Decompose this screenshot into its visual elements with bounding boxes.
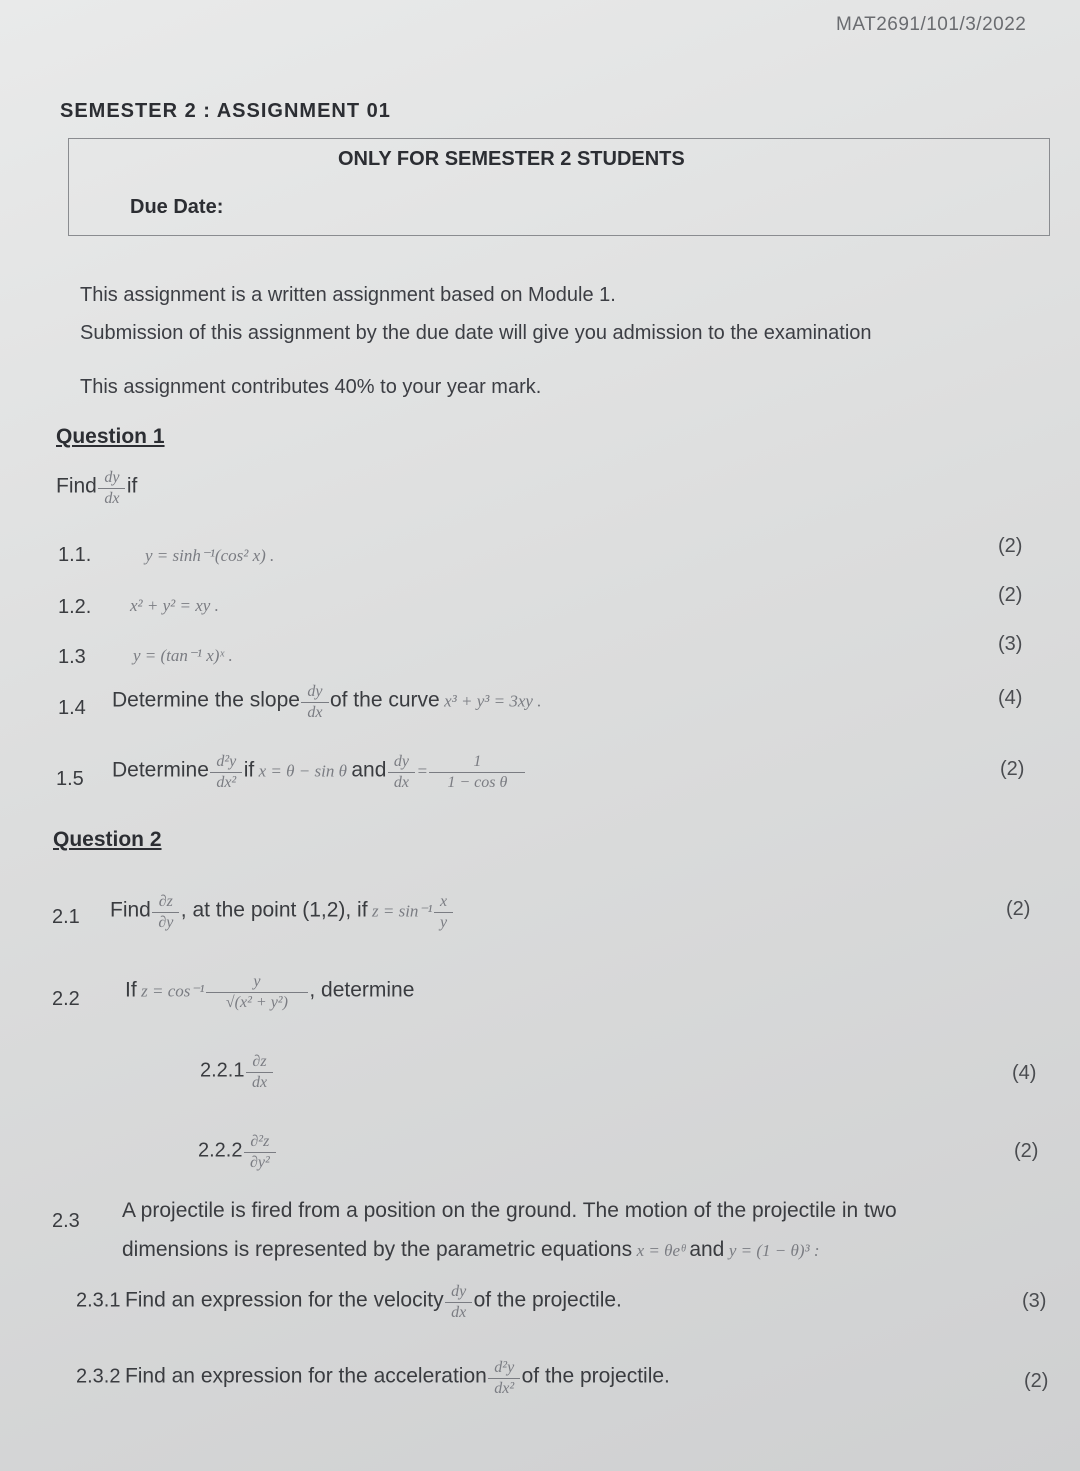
d2zdy2-fraction: $\frac{\text{∂²z}}{\text{∂y²}}$ [247, 1132, 273, 1173]
question-2-heading: Question 2 [53, 828, 162, 851]
item-1-1-number: 1.1. [58, 544, 92, 566]
item-2-3-2-pre: Find an expression for the acceleration [124, 1364, 487, 1388]
one-over-fraction: $\frac{1}{\text{1 − cos θ}}$ [432, 752, 522, 793]
if-label: if [126, 474, 138, 498]
item-1-4-pre: Determine the slope [112, 688, 300, 712]
item-2-2-post: , determine [309, 978, 415, 1002]
item-1-5-condition: x = θ − sin θ [258, 761, 347, 781]
document-reference: MAT2691/101/3/2022 [836, 14, 1027, 35]
item-1-4-text [112, 682, 541, 723]
item-2-3-eq-y: y = (1 − θ)³ : [728, 1241, 820, 1260]
item-2-2-1 [200, 1052, 270, 1093]
item-2-3-1-number: 2.3.1 [76, 1289, 121, 1312]
item-2-2-text [125, 972, 414, 1013]
velocity-fraction: $\frac{dy}{dx}$ [448, 1282, 469, 1323]
intro-line-3: This assignment contributes 40% to your year mark. [80, 376, 542, 398]
item-2-3-2 [76, 1358, 670, 1399]
item-2-1-pre: Find [110, 898, 151, 922]
x-over-y-fraction: $\frac{x}{y}$ [437, 892, 450, 933]
item-2-1-mark: (2) [1006, 898, 1031, 920]
item-2-1-mid: , at the point (1,2), if [180, 898, 368, 922]
slope-fraction: $\frac{dy}{dx}$ [304, 682, 325, 723]
item-2-3-1-post: of the projectile. [473, 1288, 622, 1312]
item-2-3-and: and [689, 1238, 725, 1261]
item-2-3-1-mark: (3) [1022, 1290, 1047, 1312]
only-for-label: ONLY FOR SEMESTER 2 STUDENTS [338, 148, 685, 170]
acceleration-fraction: $\frac{\text{d²y}}{\text{dx²}}$ [491, 1358, 517, 1399]
dydx-fraction: $\frac{dy}{dx}$ [101, 468, 122, 509]
item-2-1-number: 2.1 [52, 906, 80, 928]
item-1-3-number: 1.3 [58, 646, 86, 668]
d2ydx2-fraction: $\frac{\text{d²y}}{\text{dx²}}$ [213, 752, 239, 793]
item-2-2-expression: z = cos⁻¹ [141, 981, 205, 1001]
question-1-heading: Question 1 [56, 425, 165, 448]
find-label: Find [56, 474, 97, 498]
intro-line-1: This assignment is a written assignment based on Module 1. [80, 284, 616, 306]
item-1-2-mark: (2) [998, 584, 1023, 606]
item-1-4-mid: of the curve [329, 688, 440, 712]
item-2-1-expression: z = sin⁻¹ [372, 901, 433, 921]
item-2-3-line-2 [122, 1238, 819, 1262]
item-2-3-eq-x: x = θeᶿ [636, 1241, 685, 1260]
item-2-1-text [110, 892, 450, 933]
item-1-1-expression: y = sinh⁻¹(cos² x) . [145, 546, 275, 565]
dydx-given-fraction: $\frac{dy}{dx}$ [391, 752, 412, 793]
item-1-5-text [112, 752, 522, 793]
item-2-3-line-1: A projectile is fired from a position on the ground. The motion of the projectile in two [122, 1199, 897, 1222]
item-2-2-pre: If [125, 978, 137, 1002]
item-1-3-expression: y = (tan⁻¹ x)ˣ . [133, 646, 233, 665]
item-1-5-mark: (2) [1000, 758, 1025, 780]
item-2-2-number: 2.2 [52, 988, 80, 1010]
item-2-3-number: 2.3 [52, 1210, 80, 1232]
item-2-2-2-mark: (2) [1014, 1140, 1039, 1162]
intro-line-2: Submission of this assignment by the due date will give you admission to the examination [80, 322, 872, 344]
item-1-5-if: if [243, 758, 255, 782]
item-2-3-line-2-text: dimensions is represented by the parametric equations [122, 1238, 633, 1261]
item-1-3-mark: (3) [998, 633, 1023, 655]
item-1-5-number: 1.5 [56, 768, 84, 790]
dzdx-fraction: $\frac{\partial z}{dx}$ [249, 1052, 270, 1093]
due-date-label: Due Date: [130, 196, 224, 218]
item-2-3-2-number: 2.3.2 [76, 1365, 121, 1388]
item-1-4-number: 1.4 [58, 697, 86, 719]
item-2-2-2-number: 2.2.2 [198, 1139, 243, 1162]
item-2-3-1-pre: Find an expression for the velocity [124, 1288, 444, 1312]
item-2-2-1-number: 2.2.1 [200, 1059, 245, 1082]
item-2-3-1 [76, 1282, 622, 1323]
item-1-4-mark: (4) [998, 687, 1023, 709]
assignment-title: SEMESTER 2 : ASSIGNMENT 01 [60, 100, 391, 122]
item-1-5-and: and [351, 758, 387, 782]
item-2-2-2 [198, 1132, 273, 1173]
dzdy-fraction: $\frac{\partial z}{\partial y}$ [155, 892, 176, 933]
item-1-1-mark: (2) [998, 535, 1023, 557]
equals-sign: = [416, 761, 428, 781]
item-1-4-expression: x³ + y³ = 3xy . [444, 691, 542, 711]
item-2-3-2-mark: (2) [1024, 1370, 1049, 1392]
item-1-5-pre: Determine [112, 758, 209, 782]
item-2-2-1-mark: (4) [1012, 1062, 1037, 1084]
y-over-sqrt-fraction: $\frac{y}{\text{√(x² + y²)}}$ [209, 972, 305, 1013]
find-dydx [56, 468, 137, 509]
item-2-3-2-post: of the projectile. [521, 1364, 670, 1388]
item-1-2-number: 1.2. [58, 596, 92, 618]
item-1-2-expression: x² + y² = xy . [130, 596, 219, 615]
